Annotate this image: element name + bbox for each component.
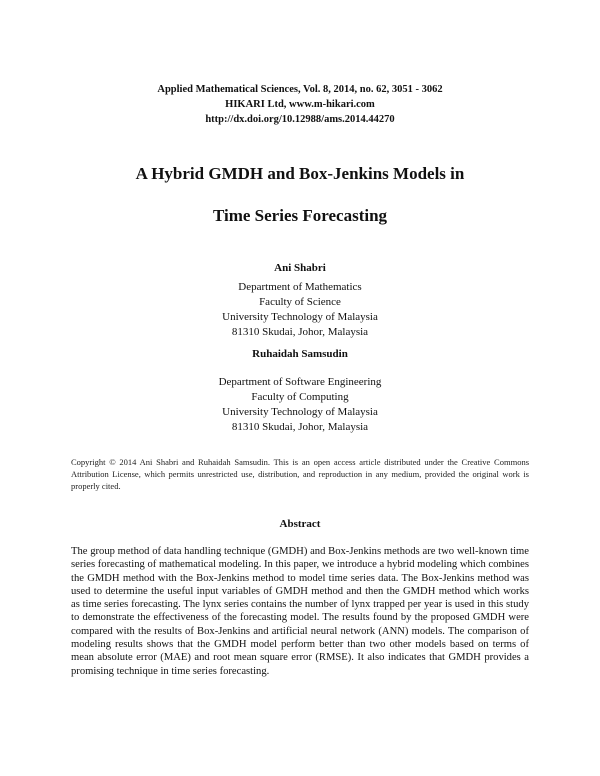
affiliation-line: 81310 Skudai, Johor, Malaysia	[231, 326, 369, 338]
abstract-heading: Abstract	[279, 518, 321, 530]
affiliation-line: University Technology of Malaysia	[222, 311, 378, 323]
publisher-line: HIKARI Ltd, www.m-hikari.com	[225, 99, 375, 110]
journal-citation: Applied Mathematical Sciences, Vol. 8, 2014, no. 62, 3051 - 3062	[157, 84, 443, 95]
copyright-notice: Copyright © 2014 Ani Shabri and Ruhaidah Samsudin. This is an open access article distributed under the Creative Commons Attribution License, which permits unrestricted use, distribution, and reproduction in any medium, provided the original work is properly cited.	[71, 457, 529, 491]
affiliation-line: Department of Mathematics	[238, 281, 362, 293]
author-name: Ani Shabri	[274, 262, 326, 274]
author-name: Ruhaidah Samsudin	[252, 348, 348, 360]
affiliation-line: University Technology of Malaysia	[222, 406, 378, 418]
paper-title-line-1: A Hybrid GMDH and Box-Jenkins Models in	[135, 164, 465, 183]
author-affiliation	[0, 375, 600, 435]
affiliation-line: Department of Software Engineering	[218, 376, 382, 388]
author-affiliation	[0, 280, 600, 340]
abstract-body: The group method of data handling technique (GMDH) and Box-Jenkins methods are two well-known time series forecasting of mathematical modeling. In this paper, we introduce a hybrid modeling which combines the GMDH method with the Box-Jenkins method to model time series data. The Box-Jenkins method was used to determine the useful input variables of GMDH method and then the GMDH method which works as time series forecasting. The lynx series contains the number of lynx trapped per year is used in this study to demonstrate the effectiveness of the forecasting model. The results found by the proposed GMDH were compared with the results of Box-Jenkins and artificial neural network (ANN) models. The comparison of modeling results shows that the GMDH model perform better than two other models based on terms of mean absolute error (MAE) and root mean square error (RMSE). It also indicates that GMDH provides a promising technique in time series forecasting.	[71, 546, 529, 677]
journal-header	[0, 82, 600, 127]
affiliation-line: Faculty of Science	[259, 296, 341, 308]
doi-link[interactable]: http://dx.doi.org/10.12988/ams.2014.44270	[205, 114, 395, 125]
affiliation-line: Faculty of Computing	[251, 391, 349, 403]
affiliation-line: 81310 Skudai, Johor, Malaysia	[231, 421, 369, 433]
paper-title-line-2: Time Series Forecasting	[212, 206, 388, 225]
